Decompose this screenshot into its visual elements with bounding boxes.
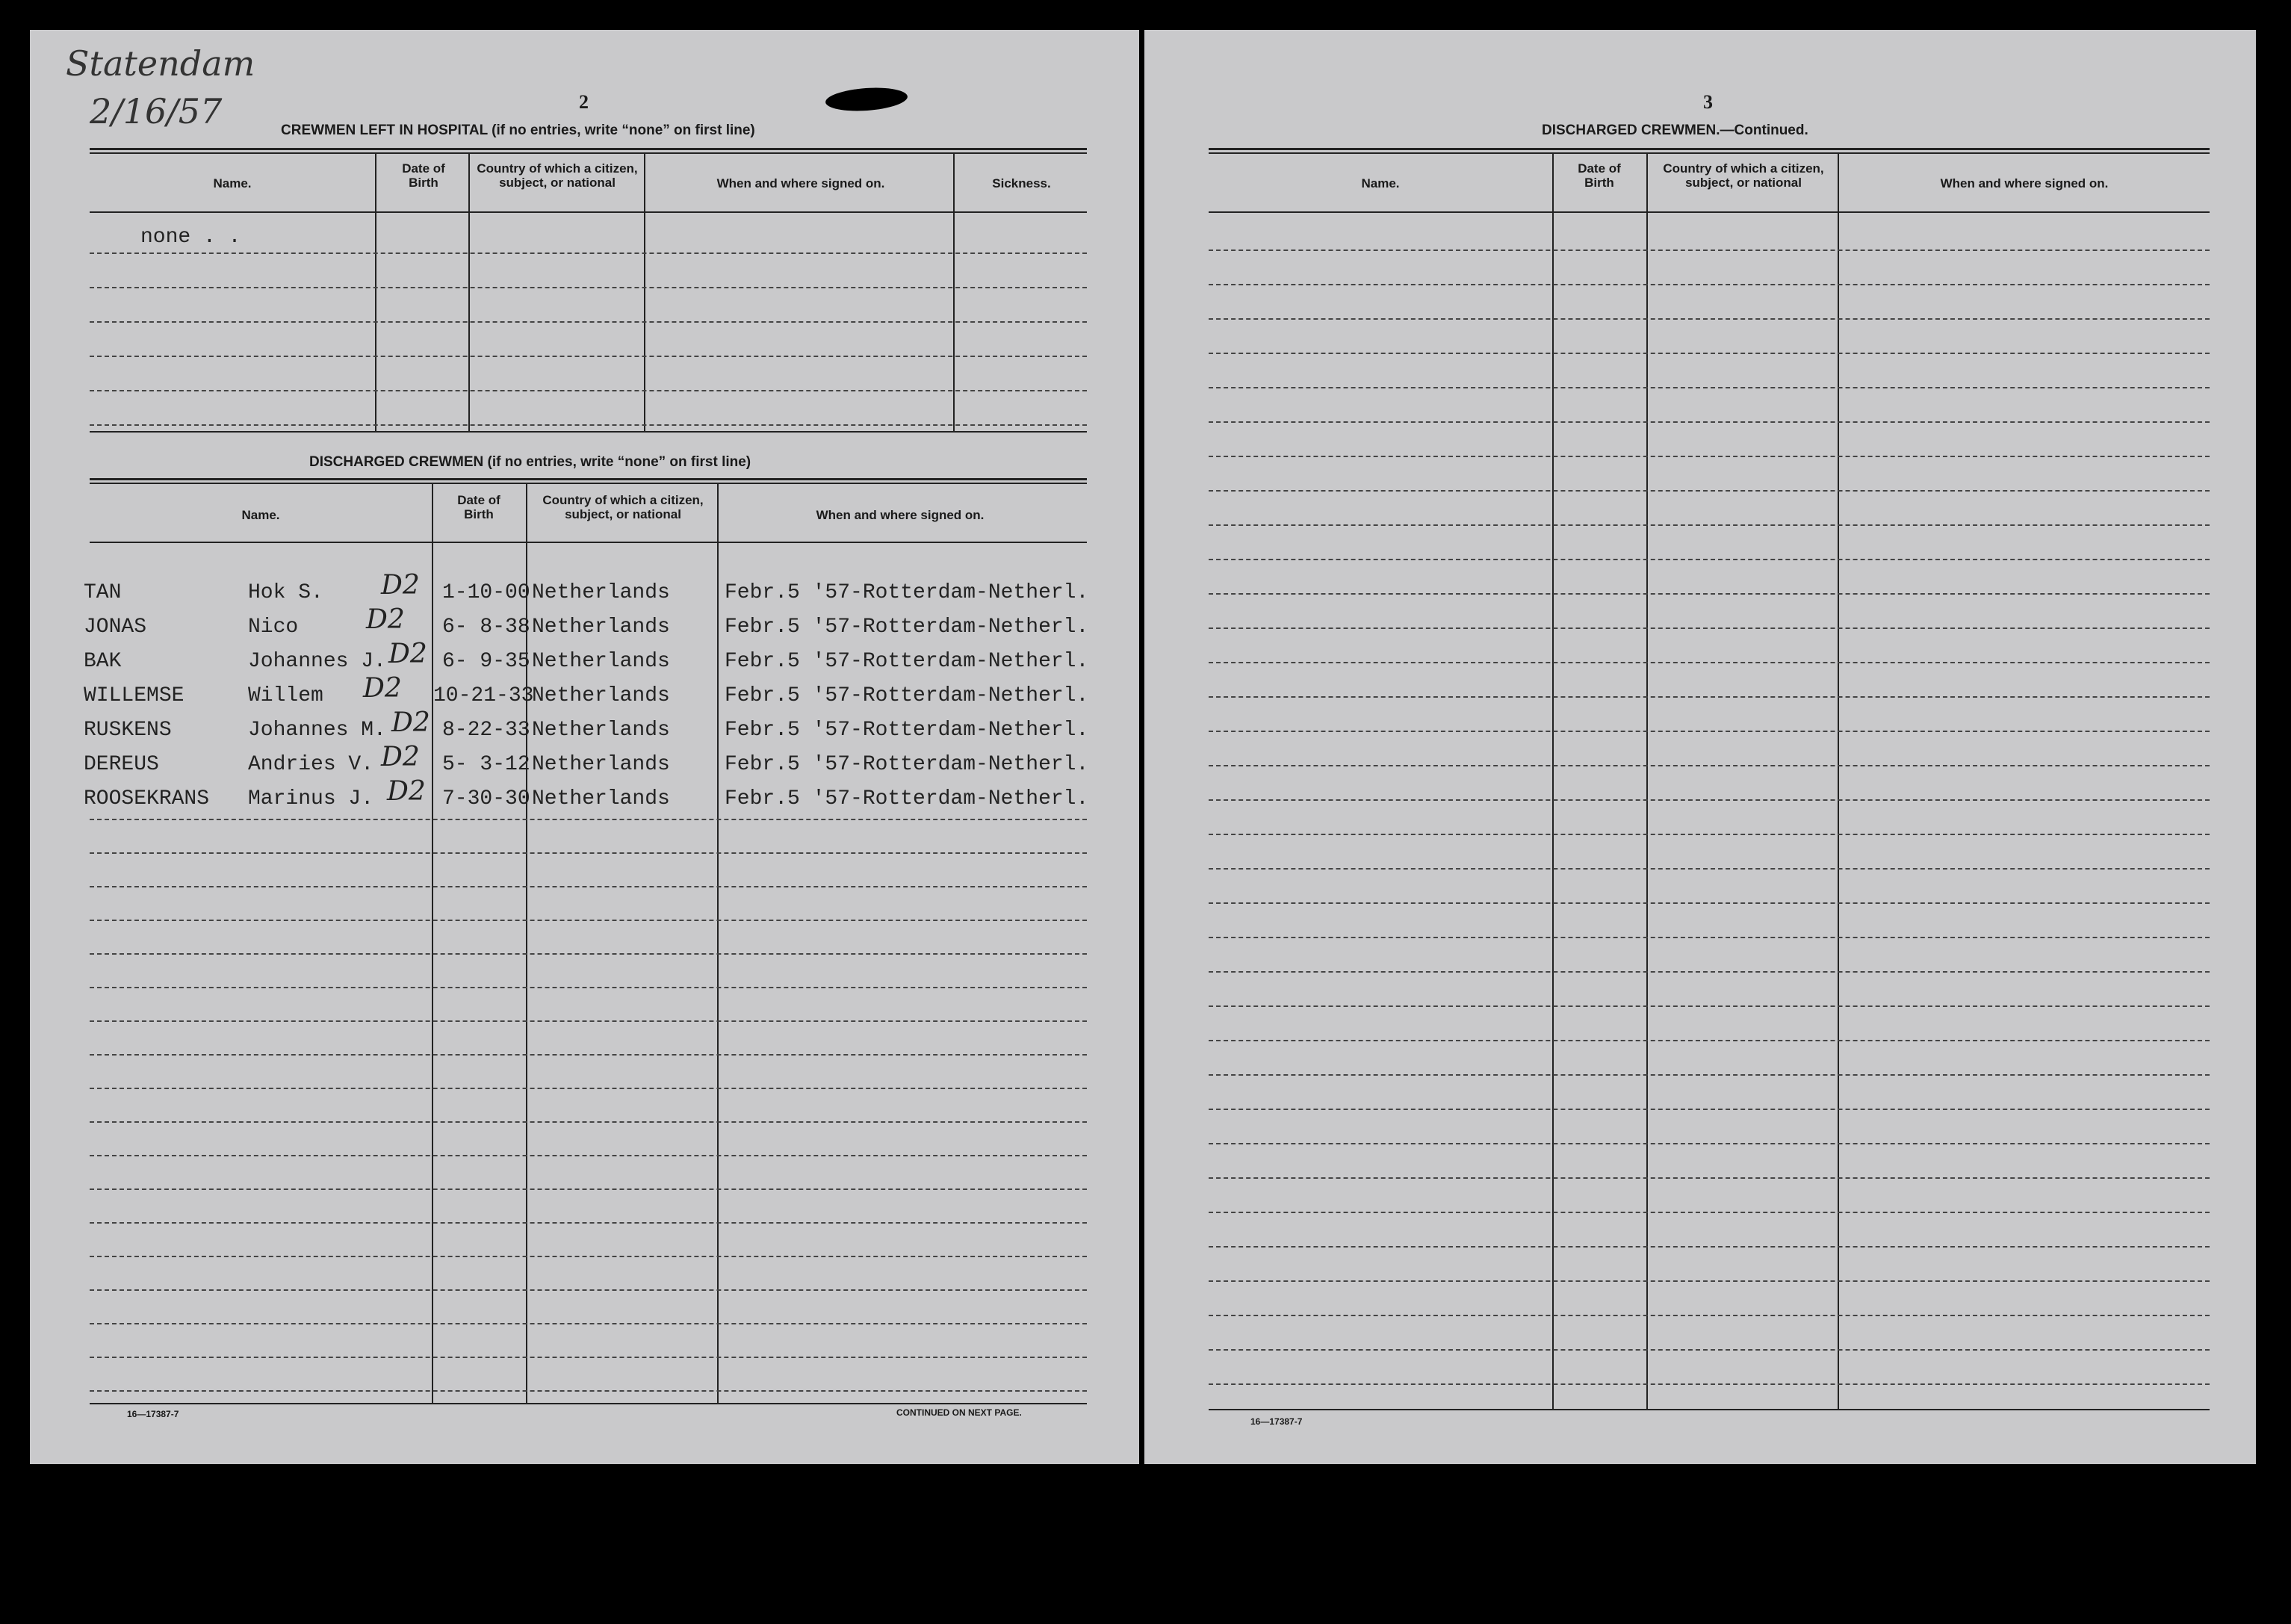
- discharge-mark: D2: [388, 639, 427, 669]
- crew-surname: DEREUS: [84, 753, 159, 776]
- dotted-line: [90, 953, 1087, 955]
- right-page: [1144, 30, 2256, 1464]
- dotted-line: [1209, 284, 2210, 285]
- dotted-line: [1209, 1143, 2210, 1144]
- crew-country: Netherlands: [532, 616, 670, 639]
- crew-dob: 7-30-30: [442, 787, 530, 811]
- double-rule: [1209, 148, 2210, 154]
- dotted-line: [90, 424, 1087, 426]
- column-divider: [1838, 154, 1839, 1409]
- dotted-line: [1209, 971, 2210, 973]
- crew-country: Netherlands: [532, 787, 670, 811]
- crew-signed-on: Febr.5 '57-Rotterdam-Netherl.: [725, 787, 1089, 811]
- dotted-line: [1209, 1109, 2210, 1110]
- dotted-line: [90, 1020, 1087, 1022]
- page-tear: [825, 85, 908, 114]
- double-rule: [90, 148, 1087, 154]
- dotted-line: [90, 1256, 1087, 1257]
- form-number: 16—17387-7: [127, 1409, 179, 1419]
- dotted-line: [1209, 387, 2210, 388]
- crew-country: Netherlands: [532, 650, 670, 673]
- table-row: [30, 673, 1139, 708]
- form-number: 16—17387-7: [1250, 1416, 1303, 1427]
- dotted-line: [1209, 353, 2210, 354]
- crew-country: Netherlands: [532, 684, 670, 707]
- dotted-line: [1209, 1280, 2210, 1282]
- continued-note: CONTINUED ON NEXT PAGE.: [896, 1407, 1022, 1418]
- page-tear: [837, 102, 867, 111]
- crew-surname: BAK: [84, 650, 122, 673]
- double-rule: [90, 478, 1087, 484]
- dotted-line: [90, 390, 1087, 391]
- dotted-line: [1209, 1074, 2210, 1076]
- header-divider: [1209, 211, 2210, 213]
- col-dob-header: Date of Birth: [1578, 161, 1621, 190]
- crew-dob: 8-22-33: [442, 719, 530, 742]
- dotted-line: [1209, 1349, 2210, 1351]
- header-divider: [90, 211, 1087, 213]
- crew-dob: 5- 3-12: [442, 753, 530, 776]
- dotted-line: [1209, 662, 2210, 663]
- table-row: [30, 604, 1139, 639]
- dotted-line: [1209, 1246, 2210, 1248]
- column-divider: [1552, 154, 1554, 1409]
- col-country-header: Country of which a citizen, subject, or national: [542, 493, 704, 521]
- crew-country: Netherlands: [532, 581, 670, 604]
- dotted-line: [90, 1289, 1087, 1291]
- dotted-line: [1209, 524, 2210, 526]
- dotted-line: [90, 1088, 1087, 1089]
- col-country-header: Country of which a citizen, subject, or national: [1663, 161, 1824, 190]
- crew-signed-on: Febr.5 '57-Rotterdam-Netherl.: [725, 650, 1089, 673]
- crew-given-name: Hok S.: [248, 581, 323, 604]
- dotted-line: [90, 287, 1087, 288]
- page-number: 2: [579, 91, 589, 113]
- dotted-line: [90, 252, 1087, 254]
- crew-signed-on: Febr.5 '57-Rotterdam-Netherl.: [725, 719, 1089, 742]
- col-dob-header: Date of Birth: [402, 161, 445, 190]
- discharge-mark: D2: [366, 604, 405, 635]
- dotted-line: [90, 1155, 1087, 1156]
- dotted-line: [1209, 627, 2210, 629]
- dotted-line: [90, 987, 1087, 988]
- dotted-line: [90, 886, 1087, 887]
- table-row: [30, 639, 1139, 674]
- crew-given-name: Johannes M.: [248, 719, 386, 742]
- dotted-line: [1209, 731, 2210, 732]
- crew-country: Netherlands: [532, 719, 670, 742]
- discharged-continued-title: DISCHARGED CREWMEN.—Continued.: [1542, 123, 1808, 138]
- discharge-mark: D2: [391, 707, 430, 738]
- crew-dob: 1-10-00: [442, 581, 530, 604]
- dotted-line: [90, 1121, 1087, 1123]
- dotted-line: [90, 1054, 1087, 1056]
- dotted-line: [90, 356, 1087, 357]
- dotted-line: [1209, 1383, 2210, 1385]
- column-divider: [1646, 154, 1648, 1409]
- table-row: [30, 570, 1139, 605]
- dotted-line: [1209, 902, 2210, 904]
- crew-given-name: Marinus J.: [248, 787, 374, 811]
- table-bottom-rule: [90, 431, 1087, 433]
- col-sickness-header: Sickness.: [992, 176, 1051, 190]
- crew-given-name: Andries V.: [248, 753, 374, 776]
- discharged-section-title: DISCHARGED CREWMEN (if no entries, write “none” on first line): [309, 454, 751, 470]
- header-divider: [90, 542, 1087, 543]
- dotted-line: [1209, 1040, 2210, 1041]
- dotted-line: [1209, 1005, 2210, 1007]
- dotted-line: [90, 920, 1087, 921]
- col-dob-header: Date of Birth: [457, 493, 500, 521]
- crew-signed-on: Febr.5 '57-Rotterdam-Netherl.: [725, 581, 1089, 604]
- col-name-header: Name.: [1361, 176, 1400, 190]
- hospital-section-title: CREWMEN LEFT IN HOSPITAL (if no entries, write “none” on first line): [281, 123, 755, 138]
- dotted-line: [1209, 318, 2210, 320]
- dotted-line: [1209, 1315, 2210, 1316]
- hospital-entry: none . .: [140, 226, 241, 249]
- col-country-header: Country of which a citizen, subject, or national: [477, 161, 638, 190]
- col-signed-header: When and where signed on.: [816, 508, 985, 522]
- crew-dob: 6- 8-38: [442, 616, 530, 639]
- discharge-mark: D2: [363, 673, 402, 704]
- date-annotation: 2/16/57: [90, 91, 223, 131]
- dotted-line: [1209, 593, 2210, 595]
- dotted-line: [90, 852, 1087, 854]
- dotted-line: [90, 1222, 1087, 1224]
- crew-country: Netherlands: [532, 753, 670, 776]
- discharge-mark: D2: [381, 742, 420, 772]
- crew-signed-on: Febr.5 '57-Rotterdam-Netherl.: [725, 684, 1089, 707]
- crew-given-name: Nico: [248, 616, 299, 639]
- table-bottom-rule: [1209, 1409, 2210, 1410]
- discharge-mark: D2: [381, 570, 420, 601]
- dotted-line: [90, 1188, 1087, 1190]
- crew-surname: TAN: [84, 581, 122, 604]
- table-row: [30, 742, 1139, 777]
- dotted-line: [1209, 834, 2210, 835]
- crew-surname: ROOSEKRANS: [84, 787, 210, 811]
- dotted-line: [1209, 868, 2210, 870]
- crew-dob: 6- 9-35: [442, 650, 530, 673]
- table-row: [30, 776, 1139, 811]
- ship-name-annotation: Statendam: [66, 43, 255, 84]
- col-signed-header: When and where signed on.: [716, 176, 885, 190]
- dotted-line: [1209, 696, 2210, 698]
- dotted-line: [1209, 559, 2210, 560]
- dotted-line: [90, 1323, 1087, 1324]
- dotted-line: [1209, 765, 2210, 766]
- page-number: 3: [1703, 91, 1713, 113]
- dotted-line: [1209, 937, 2210, 938]
- col-signed-header: When and where signed on.: [1940, 176, 2109, 190]
- left-page: [30, 30, 1139, 1464]
- dotted-line: [90, 321, 1087, 323]
- table-row: [30, 707, 1139, 743]
- dotted-line: [1209, 799, 2210, 801]
- discharge-mark: D2: [387, 776, 426, 807]
- table-bottom-rule: [90, 1403, 1087, 1404]
- crew-surname: JONAS: [84, 616, 147, 639]
- dotted-line: [1209, 490, 2210, 492]
- col-name-header: Name.: [241, 508, 280, 522]
- dotted-line: [1209, 421, 2210, 423]
- dotted-line: [1209, 1212, 2210, 1213]
- crew-given-name: Johannes J.: [248, 650, 386, 673]
- crew-signed-on: Febr.5 '57-Rotterdam-Netherl.: [725, 753, 1089, 776]
- dotted-line: [90, 1390, 1087, 1392]
- dotted-line: [90, 819, 1087, 820]
- crew-signed-on: Febr.5 '57-Rotterdam-Netherl.: [725, 616, 1089, 639]
- crew-given-name: Willem: [248, 684, 323, 707]
- dotted-line: [1209, 456, 2210, 457]
- crew-dob: 10-21-33: [433, 684, 534, 707]
- crew-surname: WILLEMSE: [84, 684, 185, 707]
- dotted-line: [1209, 1177, 2210, 1179]
- dotted-line: [90, 1357, 1087, 1358]
- col-name-header: Name.: [213, 176, 252, 190]
- crew-surname: RUSKENS: [84, 719, 172, 742]
- dotted-line: [1209, 250, 2210, 251]
